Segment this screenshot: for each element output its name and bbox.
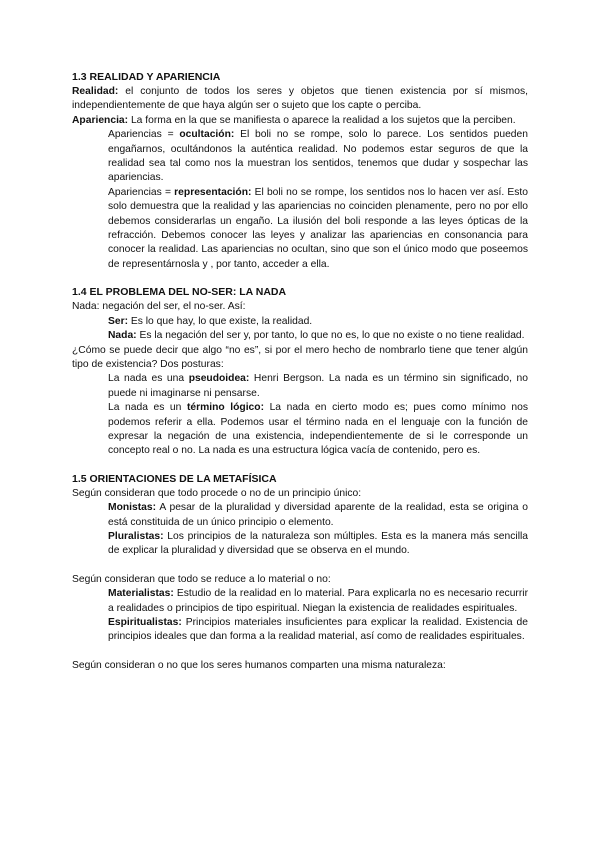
definition-monistas: Monistas: A pesar de la pluralidad y diversidad aparente de la realidad, esta se origina o está constituida de un único principio o elemento. xyxy=(108,502,528,528)
term-ser: Ser: xyxy=(108,315,129,327)
postura-pseudoidea: La nada es una pseudoidea: Henri Bergson. La nada es un término sin significado, no puede ni imaginarse ni pensarse. xyxy=(108,373,528,399)
nada-question: ¿Cómo se puede decir que algo “no es”, si por el mero hecho de nombrarlo tiene que tener algún tipo de existencia? Dos posturas: xyxy=(72,344,528,370)
apariencias-representacion: Apariencias = representación: El boli no se rompe, los sentidos nos lo hacen ver así. Esto solo demuestra que la realidad y las apariencias no coinciden plenamente, pero no por ello debemos considerarlas un engaño. La ilusión del boli responde a las leyes ópticas de la refracción. Debemos conocer las leyes y analizar las apariencias en consonancia para conocer la realidad. Las apariencias no ocultan, sino que son el único modo que poseemos de representárnosla y , por tanto, acceder a ella. xyxy=(108,186,528,270)
section-heading-1-3: 1.3 REALIDAD Y APARIENCIA xyxy=(72,71,221,83)
definition-materialistas: Materialistas: Estudio de la realidad en lo material. Para explicarla no es necesario recurrir a realidades o principios de tipo espiritual. Niegan la existencia de realidades espirituales. xyxy=(108,588,528,614)
term-pluralistas: Pluralistas: xyxy=(108,530,164,542)
term-ocultacion: ocultación: xyxy=(179,129,235,141)
definition-nada: Nada: Es la negación del ser y, por tanto, lo que no es, lo que no existe o no tiene realidad. xyxy=(108,330,525,342)
term-representacion: representación: xyxy=(174,186,252,198)
term-materialistas: Materialistas: xyxy=(108,588,174,600)
term-realidad: Realidad: xyxy=(72,86,119,97)
definition-ser: Ser: Es lo que hay, lo que existe, la realidad. xyxy=(108,315,313,327)
postura-termino-logico: La nada es un término lógico: La nada en cierto modo es; pues como mínimo nos podemos referir a ella. Podemos usar el término nada en el lenguaje con la función de expresar la negación de una existencia, independientemente de si le corresponde un concepto real o no. La nada es una estructura lógica vacía de contenido, pero es. xyxy=(108,402,528,457)
section-heading-1-4: 1.4 EL PROBLEMA DEL NO-SER: LA NADA xyxy=(72,286,287,299)
document-page xyxy=(72,70,528,673)
definition-pluralistas: Pluralistas: Los principios de la naturaleza son múltiples. Esta es la manera más sencilla de explicar la pluralidad y diversidad que se observa en el mundo. xyxy=(108,530,528,557)
orientacion-intro-1: Según consideran que todo procede o no de un principio único: xyxy=(72,487,362,499)
term-pseudoidea: pseudoidea: xyxy=(188,373,250,385)
term-monistas: Monistas: xyxy=(108,502,157,514)
definition-espiritualistas: Espiritualistas: Principios materiales insuficientes para explicar la realidad. Existencia de principios ideales que dan forma a la realidad material, así como de realidades espirituales. xyxy=(108,617,528,643)
term-apariencia: Apariencia: xyxy=(72,114,129,126)
term-termino-logico: término lógico: xyxy=(186,402,265,414)
term-espiritualistas: Espiritualistas: xyxy=(108,617,182,628)
term-nada: Nada: xyxy=(108,330,137,342)
definition-realidad: Realidad: el conjunto de todos los seres y objetos que tienen existencia por sí mismos, independientemente de que haya algún ser o sujeto que los capte o perciba. xyxy=(72,86,528,112)
definition-apariencia: Apariencia: La forma en la que se manifiesta o aparece la realidad a los sujetos que la perciben. xyxy=(72,114,516,126)
orientacion-intro-2: Según consideran que todo se reduce a lo material o no: xyxy=(72,573,331,585)
orientacion-intro-3: Según consideran o no que los seres humanos comparten una misma naturaleza: xyxy=(72,659,446,671)
apariencias-ocultacion: Apariencias = ocultación: El boli no se rompe, solo lo parece. Los sentidos pueden engañarnos, ocultándonos la auténtica realidad. No podemos estar seguros de que la realidad sea tal como nos la muestran los sentidos, tenemos que dudar y sospechar las apariencias. xyxy=(108,129,528,184)
nada-intro: Nada: negación del ser, el no-ser. Así: xyxy=(72,301,246,313)
section-heading-1-5: 1.5 ORIENTACIONES DE LA METAFÍSICA xyxy=(72,472,277,485)
